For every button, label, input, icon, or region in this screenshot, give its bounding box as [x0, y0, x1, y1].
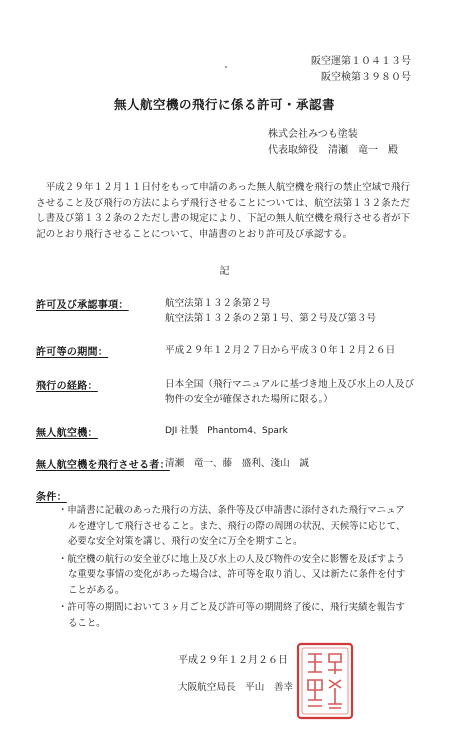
issuer-name: 大阪航空局長 平山 善幸 — [178, 682, 294, 693]
field-label-conditions: 条件： — [36, 492, 67, 503]
body-text: 平成２９年１２月１１日付をもって申請のあった無人航空機を飛行の禁止空域で飛行させること及び飛行の方法によらず飛行させることについては、航空法第１３２条ただし書及び第１３２条の２ただし書の規定により、下記の無人航空機を飛行させる者が下記のとおり飛行させることについて、申請書のとおり許可及び承認する。 — [36, 182, 411, 240]
issue-date: 平成２９年１２月２６日 — [178, 655, 288, 666]
field-value-period: 平成２９年１２月２７日から平成３０年１２月２６日 — [165, 345, 396, 356]
official-seal — [296, 642, 354, 720]
field-label-operators: 無人航空機を飛行させる者： — [36, 460, 170, 471]
recipient-block — [268, 127, 398, 159]
field-value-approval-items — [165, 296, 415, 326]
field-label-aircraft: 無人航空機： — [36, 428, 98, 439]
scan-speck — [225, 66, 227, 68]
approval-item-1: 航空法第１３２条第２号 — [165, 298, 271, 309]
field-label-approval-items: 許可及び承認事項： — [36, 300, 129, 311]
field-value-route: 日本全国（飛行マニュアルに基づき地上及び水上の人及び物件の安全が確保された場所に限る。） — [165, 379, 415, 405]
conditions-list — [58, 503, 413, 631]
field-label-route: 飛行の経路： — [36, 381, 98, 392]
condition-item: ・航空機の航行の安全並びに地上及び水上の人及び物件の安全に影響を及ぼすような重要な事情の変化があった場合は、許可等を取り消し、又は新たに条件を付すことがある。 — [58, 553, 406, 596]
field-label-period: 許可等の期間： — [36, 347, 109, 358]
field-value-aircraft: DJI 社製 Phantom4、Spark — [165, 426, 288, 436]
seal-glyphs — [308, 654, 342, 708]
approval-item-2: 航空法第１３２条の２第１号、第２号及び第３号 — [165, 313, 377, 324]
body-paragraph — [36, 180, 414, 242]
reference-number-1: 阪空運第１０４１３号 — [311, 56, 411, 67]
reference-numbers — [311, 54, 411, 86]
document-title: 無人航空機の飛行に係る許可・承認書 — [113, 97, 335, 112]
condition-item: ・許可等の期間において３ヶ月ごと及び許可等の期間終了後に、飛行実績を報告すること。 — [58, 602, 405, 629]
condition-item: ・申請書に記載のあった飛行の方法、条件等及び申請書に添付された飛行マニュアルを遵守して飛行させること。また、飛行の際の周囲の状況、天候等に応じて、必要な安全対策を講じ、飛行の安全に万全を期すこと。 — [58, 505, 406, 547]
seal-border — [298, 644, 352, 718]
reference-number-2: 阪空検第３９８０号 — [321, 72, 411, 83]
field-value-operators: 清瀬 竜一、藤 盛利、淺山 誠 — [165, 458, 309, 469]
recipient-company: 株式会社みつも塗装 — [268, 129, 358, 140]
ki-heading: 記 — [219, 266, 230, 277]
recipient-representative: 代表取締役 清瀬 竜一 殿 — [268, 145, 398, 156]
